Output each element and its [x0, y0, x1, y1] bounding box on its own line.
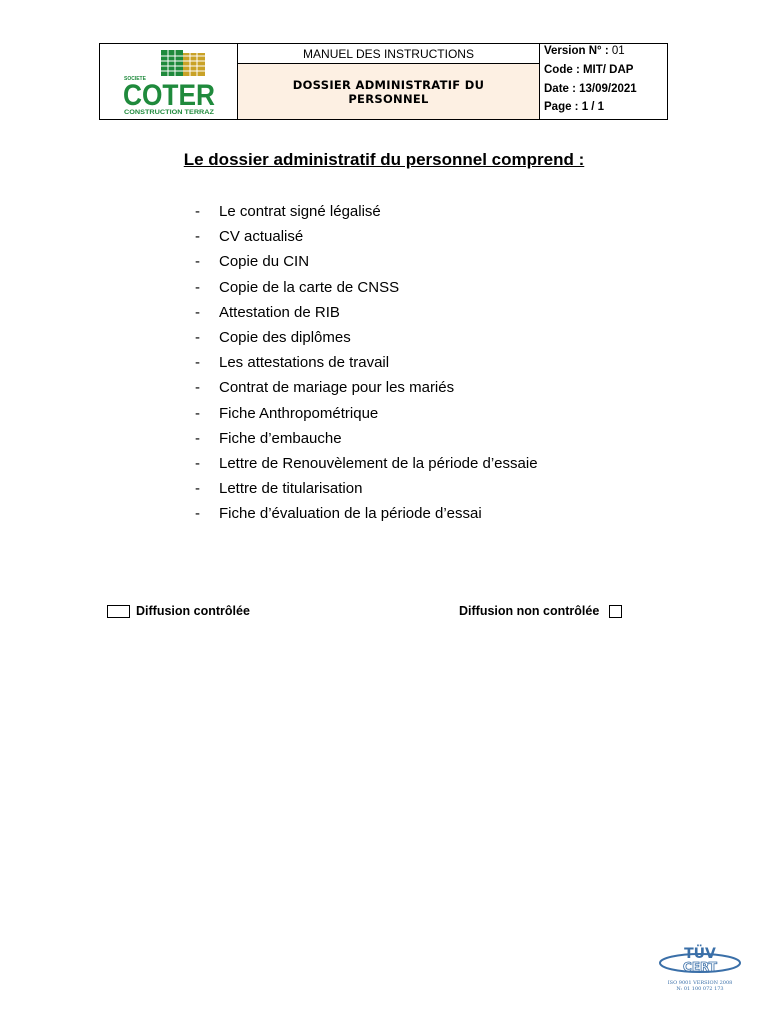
bullet-dash: -	[195, 278, 200, 296]
list-item-text: Copie du CIN	[219, 253, 310, 271]
manual-label: MANUEL DES INSTRUCTIONS	[238, 44, 539, 64]
date-line: Date : 13/09/2021	[544, 82, 637, 95]
document-header	[99, 43, 668, 120]
list-item-text: Attestation de RIB	[219, 303, 340, 321]
logo-top-text: SOCIETE	[123, 75, 146, 82]
list-item-text: Le contrat signé légalisé	[219, 203, 381, 220]
list-item-text: Lettre de titularisation	[219, 480, 363, 498]
coter-logo	[121, 47, 217, 117]
bullet-dash: -	[195, 354, 200, 372]
page-line: Page : 1 / 1	[544, 101, 605, 114]
bullet-dash: -	[195, 505, 200, 523]
diffusion-controlled-label: Diffusion contrôlée	[136, 604, 250, 618]
logo-brand-text: COTER	[122, 78, 215, 112]
bullet-dash: -	[195, 228, 200, 246]
list-item-text: Lettre de Renouvèlement de la période d’essaie	[219, 454, 538, 472]
svg-text:N: 01 100 072 173: N: 01 100 072 173	[676, 986, 724, 992]
list-item-text: Fiche d’embauche	[219, 429, 342, 447]
bullet-dash: -	[195, 303, 200, 321]
list-item-text: Fiche Anthropométrique	[219, 404, 379, 422]
list-item	[195, 354, 538, 379]
building-graphic	[161, 50, 205, 76]
bullet-dash: -	[195, 429, 200, 447]
bullet-dash: -	[195, 404, 200, 422]
svg-text:TÜV: TÜV	[684, 946, 716, 962]
document-list	[195, 203, 538, 530]
bullet-dash: -	[195, 480, 200, 498]
logo-cell	[100, 44, 238, 119]
bullet-dash: -	[195, 253, 200, 271]
code-line: Code : MIT/ DAP	[544, 63, 634, 76]
list-item	[195, 405, 538, 430]
list-item	[195, 228, 538, 253]
bullet-dash: -	[195, 454, 200, 472]
svg-text:CERT: CERT	[683, 960, 717, 974]
list-item	[195, 505, 538, 530]
diffusion-controlled	[107, 604, 250, 618]
list-item	[195, 455, 538, 480]
bullet-dash: -	[195, 328, 200, 346]
meta-cell	[540, 44, 667, 119]
list-item	[195, 279, 538, 304]
document-title: DOSSIER ADMINISTRATIF DU PERSONNEL	[238, 64, 539, 119]
diffusion-uncontrolled	[459, 604, 622, 618]
list-item	[195, 203, 538, 228]
title-cell	[238, 44, 540, 119]
list-item	[195, 304, 538, 329]
svg-text:ISO 9001 VERSION 2008: ISO 9001 VERSION 2008	[667, 980, 733, 986]
list-item	[195, 253, 538, 278]
version-line	[544, 44, 663, 63]
list-item-text: Contrat de mariage pour les mariés	[219, 379, 455, 397]
list-item-text: CV actualisé	[219, 228, 304, 246]
version-value: 01	[611, 45, 625, 57]
bullet-dash: -	[195, 203, 200, 220]
list-item-text: Copie des diplômes	[219, 328, 351, 346]
bullet-dash: -	[195, 379, 200, 397]
list-item	[195, 379, 538, 404]
logo-bottom-text: CONSTRUCTION TERRAZ	[123, 108, 214, 116]
version-label: Version N° :	[544, 45, 609, 57]
list-item-text: Copie de la carte de CNSS	[219, 278, 400, 296]
main-heading: Le dossier administratif du personnel comprend :	[183, 150, 585, 169]
list-item	[195, 480, 538, 505]
controlled-checkbox[interactable]	[107, 605, 130, 618]
list-item-text: Fiche d’évaluation de la période d’essai	[219, 505, 482, 523]
list-item	[195, 430, 538, 455]
uncontrolled-checkbox[interactable]	[609, 605, 622, 618]
diffusion-uncontrolled-label: Diffusion non contrôlée	[459, 604, 600, 618]
list-item-text: Les attestations de travail	[219, 354, 390, 372]
list-item	[195, 329, 538, 354]
tuv-cert-logo	[658, 940, 744, 996]
